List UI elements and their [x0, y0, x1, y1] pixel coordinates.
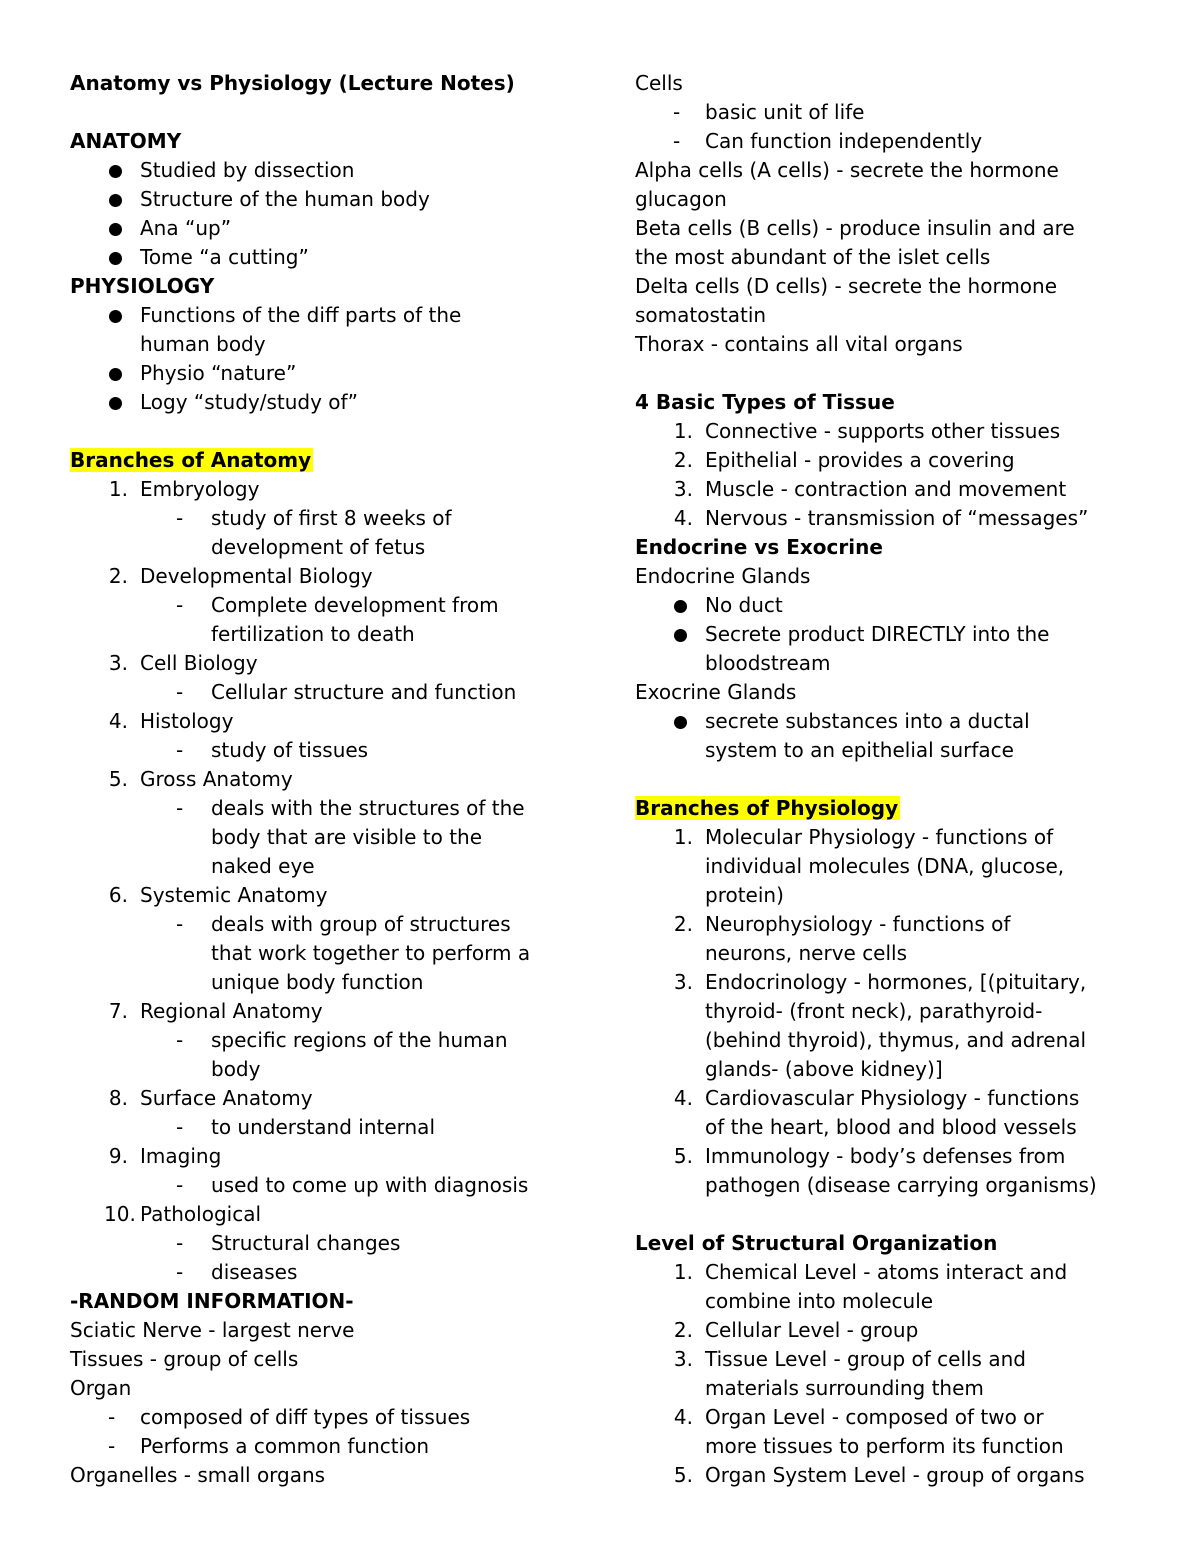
list-item: secrete substances into a ductal — [635, 707, 1155, 736]
list-item: Functions of the diff parts of the — [70, 301, 590, 330]
endocrine-exocrine-heading: Endocrine vs Exocrine — [635, 535, 883, 559]
list-item: 2. Neurophysiology - functions of — [673, 912, 1011, 936]
list-item-continuation: system to an epithelial surface — [705, 738, 1014, 762]
bullet-icon — [109, 252, 122, 265]
anatomy-heading: ANATOMY — [70, 129, 182, 153]
sub-item: - to understand internal — [176, 1115, 435, 1139]
list-item: Structure of the human body — [70, 185, 590, 214]
list-item: 3. Tissue Level - group of cells and — [673, 1347, 1026, 1371]
branches-anatomy-heading — [70, 446, 590, 475]
text-line: Tissues - group of cells — [70, 1347, 299, 1371]
text-line: Thorax - contains all vital organs — [635, 332, 963, 356]
list-item: 5. Organ System Level - group of organs — [673, 1463, 1085, 1487]
physiology-heading: PHYSIOLOGY — [70, 274, 215, 298]
sub-item-continuation: naked eye — [211, 854, 315, 878]
list-item: Tome “a cutting” — [70, 243, 590, 272]
list-item-continuation: bloodstream — [705, 651, 831, 675]
list-item-continuation: protein) — [705, 883, 784, 907]
sub-item: - specific regions of the human — [176, 1028, 508, 1052]
bullet-icon — [674, 629, 687, 642]
sub-item: - used to come up with diagnosis — [176, 1173, 529, 1197]
text-line: Cells — [635, 71, 683, 95]
spacer — [635, 765, 1155, 794]
list-item: 8. Surface Anatomy — [108, 1086, 313, 1110]
list-item: 2. Cellular Level - group — [673, 1318, 919, 1342]
list-item: Ana “up” — [70, 214, 590, 243]
list-item-continuation: pathogen (disease carrying organisms) — [705, 1173, 1097, 1197]
list-item: Physio “nature” — [70, 359, 590, 388]
sub-item: - deals with group of structures — [176, 912, 511, 936]
text-line: glucagon — [635, 187, 727, 211]
sub-item: - Complete development from — [176, 593, 499, 617]
sub-item-continuation: unique body function — [211, 970, 424, 994]
list-item: 9. Imaging — [108, 1144, 222, 1168]
list-item: Secrete product DIRECTLY into the — [635, 620, 1155, 649]
list-item: 1. Molecular Physiology - functions of — [673, 825, 1054, 849]
right-column — [635, 69, 1155, 1490]
bullet-icon — [109, 397, 122, 410]
list-item-continuation: thyroid- (front neck), parathyroid- — [705, 999, 1043, 1023]
sub-item: - study of tissues — [176, 738, 369, 762]
sub-item-continuation: body that are visible to the — [211, 825, 483, 849]
sub-item: - diseases — [176, 1260, 298, 1284]
list-item: Studied by dissection — [70, 156, 590, 185]
highlighted-heading: Branches of Anatomy — [70, 448, 312, 472]
list-item: No duct — [635, 591, 1155, 620]
sub-item-continuation: fertilization to death — [211, 622, 415, 646]
text-line: somatostatin — [635, 303, 767, 327]
sub-item: - deals with the structures of the — [176, 796, 525, 820]
bullet-icon — [674, 600, 687, 613]
sub-item: - Performs a common function — [108, 1434, 430, 1458]
list-item: Logy “study/study of” — [70, 388, 590, 417]
list-item-continuation: (behind thyroid), thymus, and adrenal — [705, 1028, 1087, 1052]
text-line: Alpha cells (A cells) - secrete the hormone — [635, 158, 1059, 182]
sub-item: - Structural changes — [176, 1231, 401, 1255]
random-info-heading: -RANDOM INFORMATION- — [70, 1289, 354, 1313]
text-line: Organelles - small organs — [70, 1463, 326, 1487]
bullet-icon — [674, 716, 687, 729]
sub-item-continuation: development of fetus — [211, 535, 426, 559]
sub-item: - Can function independently — [673, 129, 983, 153]
list-item-continuation: materials surrounding them — [705, 1376, 984, 1400]
list-item-continuation: individual molecules (DNA, glucose, — [705, 854, 1065, 878]
bullet-icon — [109, 194, 122, 207]
spacer — [635, 1200, 1155, 1229]
text-line: Endocrine Glands — [635, 564, 811, 588]
list-item: 6. Systemic Anatomy — [108, 883, 328, 907]
list-item: 7. Regional Anatomy — [108, 999, 323, 1023]
text-line: Exocrine Glands — [635, 680, 797, 704]
list-item: 1. Embryology — [108, 477, 260, 501]
list-item: 1. Connective - supports other tissues — [673, 419, 1061, 443]
branches-physiology-heading — [635, 794, 1155, 823]
highlighted-heading: Branches of Physiology — [635, 796, 899, 820]
text-line: Sciatic Nerve - largest nerve — [70, 1318, 355, 1342]
list-item: 3. Cell Biology — [108, 651, 258, 675]
sub-item-continuation: that work together to perform a — [211, 941, 531, 965]
sub-item: - basic unit of life — [673, 100, 865, 124]
spacer — [635, 359, 1155, 388]
list-item: 5. Gross Anatomy — [108, 767, 293, 791]
list-item: 4. Histology — [108, 709, 234, 733]
list-item-continuation: glands- (above kidney)] — [705, 1057, 943, 1081]
sub-item: - Cellular structure and function — [176, 680, 517, 704]
page-title: Anatomy vs Physiology (Lecture Notes) — [70, 71, 515, 95]
sub-item: - composed of diff types of tissues — [108, 1405, 471, 1429]
list-item: 4. Cardiovascular Physiology - functions — [673, 1086, 1080, 1110]
bullet-icon — [109, 165, 122, 178]
list-item-continuation: more tissues to perform its function — [705, 1434, 1064, 1458]
list-item-continuation: human body — [140, 332, 266, 356]
list-item: 4. Nervous - transmission of “messages” — [673, 506, 1089, 530]
list-item: 5. Immunology - body’s defenses from — [673, 1144, 1066, 1168]
list-item: 3. Muscle - contraction and movement — [673, 477, 1067, 501]
list-item-continuation: combine into molecule — [705, 1289, 934, 1313]
list-item: 3. Endocrinology - hormones, [(pituitary, — [673, 970, 1087, 994]
sub-item: - study of first 8 weeks of — [176, 506, 452, 530]
tissue-types-heading: 4 Basic Types of Tissue — [635, 390, 895, 414]
list-item: 2. Developmental Biology — [108, 564, 373, 588]
list-item-continuation: of the heart, blood and blood vessels — [705, 1115, 1077, 1139]
list-item-continuation: neurons, nerve cells — [705, 941, 908, 965]
list-item: 4. Organ Level - composed of two or — [673, 1405, 1044, 1429]
sub-item-continuation: body — [211, 1057, 261, 1081]
list-item: 1. Chemical Level - atoms interact and — [673, 1260, 1068, 1284]
text-line: Beta cells (B cells) - produce insulin and are — [635, 216, 1075, 240]
spacer — [70, 98, 590, 127]
spacer — [70, 417, 590, 446]
list-item: 2. Epithelial - provides a covering — [673, 448, 1015, 472]
text-line: Organ — [70, 1376, 132, 1400]
left-column — [70, 69, 590, 1490]
text-line: the most abundant of the islet cells — [635, 245, 991, 269]
bullet-icon — [109, 310, 122, 323]
bullet-icon — [109, 223, 122, 236]
structural-organization-heading: Level of Structural Organization — [635, 1231, 998, 1255]
text-line: Delta cells (D cells) - secrete the hormone — [635, 274, 1058, 298]
bullet-icon — [109, 368, 122, 381]
list-item: 10. Pathological — [104, 1202, 262, 1226]
